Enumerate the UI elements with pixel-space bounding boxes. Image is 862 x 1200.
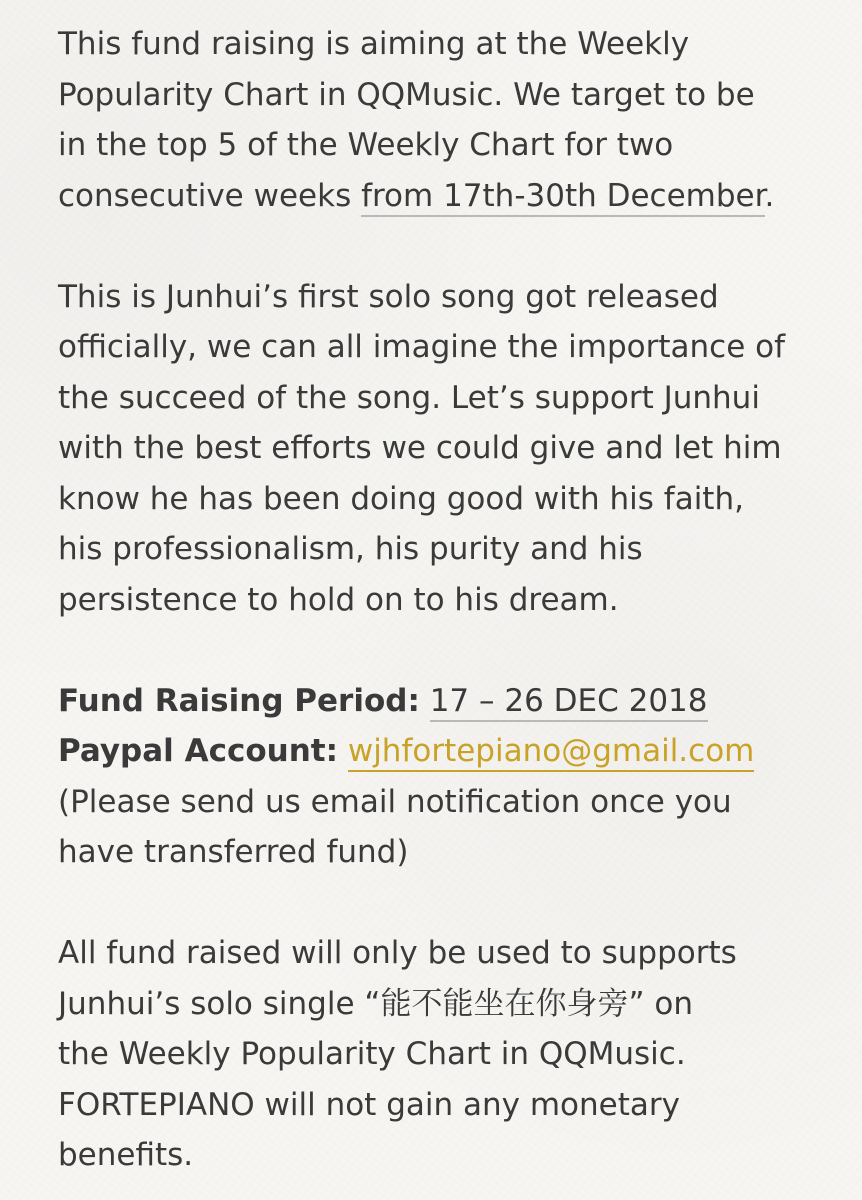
- fund-period-line: [58, 676, 848, 727]
- text-line: the Weekly Popularity Chart in QQMusic.: [58, 1036, 686, 1072]
- text-line: his professionalism, his purity and his: [58, 531, 643, 567]
- text-line: Popularity Chart in QQMusic. We target to be: [58, 76, 755, 113]
- text-line: with the best efforts we could give and let him: [58, 430, 782, 466]
- paypal-email-link[interactable]: wjhfortepiano@gmail.com: [348, 733, 755, 772]
- text-line: the succeed of the song. Let’s support Junhui: [58, 379, 760, 416]
- note-body[interactable]: [58, 19, 848, 1181]
- paragraph-usage: [58, 928, 848, 1181]
- paragraph-details: [58, 676, 848, 878]
- paragraph-importance: [58, 272, 848, 626]
- fund-period-label: Fund Raising Period:: [58, 682, 420, 719]
- text-fragment: consecutive weeks: [58, 177, 362, 214]
- text-line: This is Junhui’s first solo song got released: [58, 278, 719, 315]
- text-line: officially, we can all imagine the importance of: [58, 329, 786, 365]
- text-line: FORTEPIANO will not gain any monetary: [58, 1086, 680, 1123]
- text-line: This fund raising is aiming at the Weekly: [58, 26, 690, 62]
- text-line: All fund raised will only be used to supports: [58, 935, 737, 971]
- paypal-line: [58, 726, 848, 777]
- date-range-link[interactable]: from 17th-30th December: [361, 178, 764, 217]
- fund-period-link[interactable]: 17 – 26 DEC 2018: [430, 683, 708, 722]
- text-line: persistence to hold on to his dream.: [58, 581, 619, 618]
- text-line: (Please send us email notification once you: [58, 783, 732, 820]
- text-line: Junhui’s solo single “能不能坐在你身旁” on: [58, 985, 693, 1022]
- text-line: have transferred fund): [58, 834, 409, 870]
- text-line: benefits.: [58, 1137, 194, 1173]
- text-line: know he has been doing good with his faith,: [58, 480, 744, 517]
- paypal-label: Paypal Account:: [58, 733, 338, 769]
- text-line: [58, 171, 848, 222]
- text-line: in the top 5 of the Weekly Chart for two: [58, 127, 674, 163]
- paragraph-goal: [58, 19, 848, 221]
- text-fragment: .: [764, 177, 775, 214]
